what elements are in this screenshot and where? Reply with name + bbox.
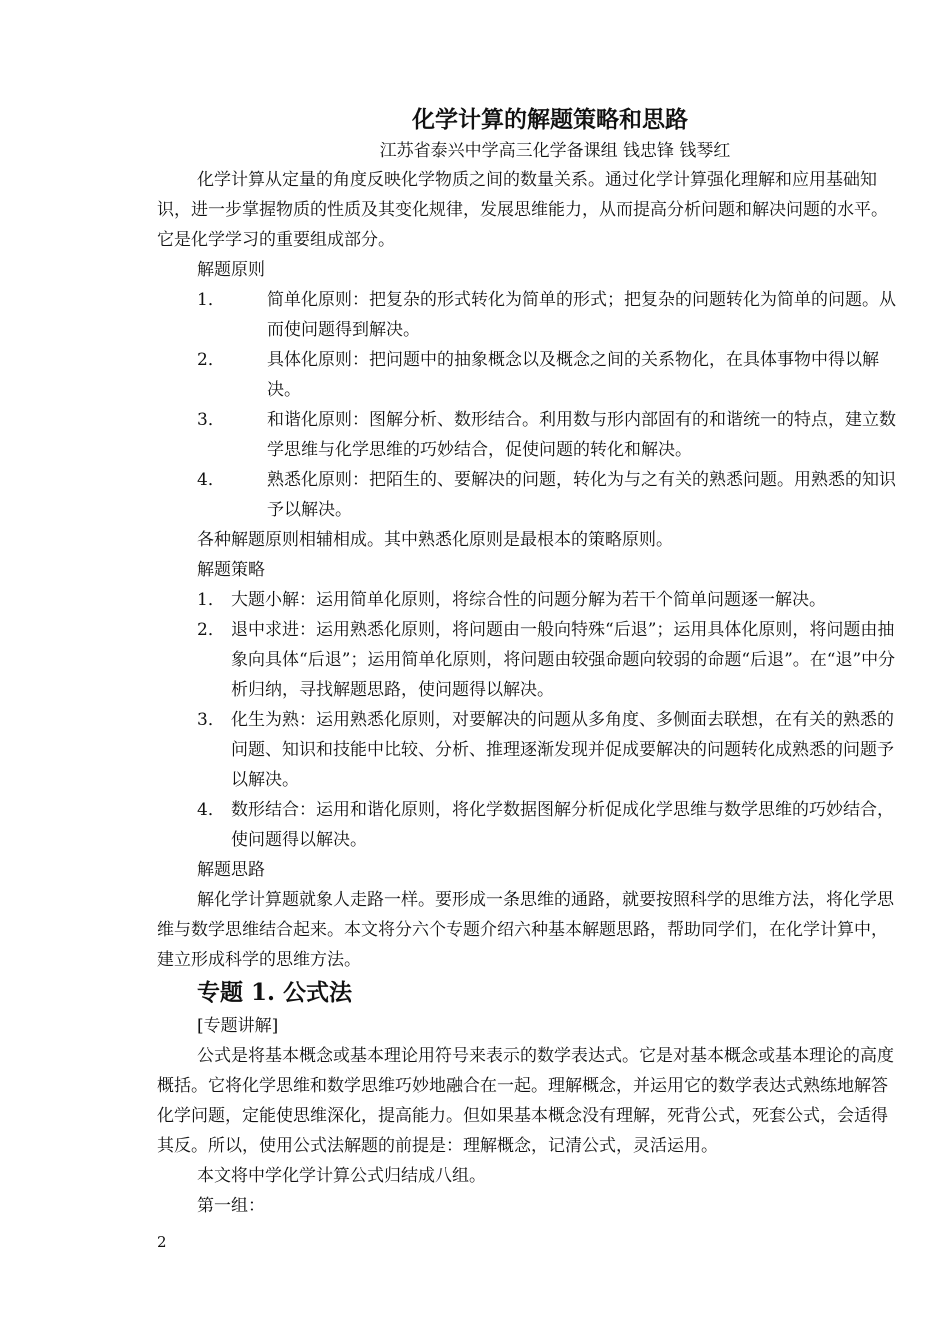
principle-text: 熟悉化原则：把陌生的、要解决的问题，转化为与之有关的熟悉问题。用熟悉的知识予以解决。 [267, 470, 896, 520]
group1-label: 第一组： [197, 1196, 265, 1216]
document-subtitle: 江苏省泰兴中学高三化学备课组 钱忠锋 钱琴红 [379, 141, 731, 161]
principle-item [157, 405, 903, 465]
strategy-text: 退中求进：运用熟悉化原则，将问题由一般向特殊“后退”；运用具体化原则，将问题由抽象向具体“后退”；运用简单化原则，将问题由较强命题向较弱的命题“后退”。在“退”中分析归纳，寻找解题思路，使问题得以解决。 [231, 620, 896, 700]
principle-item [157, 465, 903, 525]
topic1-paragraph: 公式是将基本概念或基本理论用符号来表示的数学表达式。它是对基本概念或基本理论的高度概括。它将化学思维和数学思维巧妙地融合在一起。理解概念，并运用它的数学表达式熟练地解答化学问题，定能使思维深化，提高能力。但如果基本概念没有理解，死背公式，死套公式，会适得其反。所以，使用公式法解题的前提是：理解概念，记清公式，灵活运用。 [157, 1046, 894, 1156]
principle-number: 1． [197, 290, 225, 310]
strategy-text: 数形结合：运用和谐化原则，将化学数据图解分析促成化学思维与数学思维的巧妙结合，使问题得以解决。 [231, 800, 894, 850]
strategy-number: 1． [197, 590, 225, 610]
page-number: 2 [157, 1233, 167, 1251]
principle-text: 具体化原则：把问题中的抽象概念以及概念之间的关系物化，在具体事物中得以解决。 [267, 350, 879, 400]
document-title: 化学计算的解题策略和思路 [412, 106, 688, 133]
principle-text: 简单化原则：把复杂的形式转化为简单的形式；把复杂的问题转化为简单的问题。从而使问题得到解决。 [267, 290, 896, 340]
strategy-item [157, 705, 903, 795]
principles-list [157, 285, 903, 525]
strategies-list [157, 585, 903, 855]
strategy-number: 4． [197, 800, 225, 820]
principle-text: 和谐化原则：图解分析、数形结合。利用数与形内部固有的和谐统一的特点，建立数学思维与化学思维的巧妙结合，促使问题的转化和解决。 [267, 410, 896, 460]
strategy-item [157, 615, 903, 705]
topic1-label: [专题讲解] [197, 1016, 279, 1036]
principle-number: 2． [197, 350, 225, 370]
strategy-text: 化生为熟：运用熟悉化原则，对要解决的问题从多角度、多侧面去联想，在有关的熟悉的问题、知识和技能中比较、分析、推理逐渐发现并促成要解决的问题转化成熟悉的问题予以解决。 [231, 710, 894, 790]
strategy-number: 3． [197, 710, 225, 730]
strategy-text: 大题小解：运用简单化原则，将综合性的问题分解为若干个简单问题逐一解决。 [231, 590, 826, 610]
strategy-item [157, 585, 903, 615]
topic1-heading: 专题 1. 公式法 [197, 979, 353, 1006]
principle-number: 4． [197, 470, 225, 490]
principle-item [157, 345, 903, 405]
strategy-number: 2． [197, 620, 225, 640]
strategies-heading: 解题策略 [197, 560, 265, 580]
intro-paragraph: 化学计算从定量的角度反映化学物质之间的数量关系。通过化学计算强化理解和应用基础知识，进一步掌握物质的性质及其变化规律，发展思维能力，从而提高分析问题和解决问题的水平。它是化学学习的重要组成部分。 [157, 170, 888, 250]
principle-number: 3． [197, 410, 225, 430]
topic1-groups: 本文将中学化学计算公式归结成八组。 [197, 1166, 486, 1186]
principles-summary: 各种解题原则相辅相成。其中熟悉化原则是最根本的策略原则。 [197, 530, 673, 550]
document-body [157, 103, 903, 1221]
approach-heading: 解题思路 [197, 860, 265, 880]
approach-paragraph: 解化学计算题就象人走路一样。要形成一条思维的通路，就要按照科学的思维方法，将化学思维与数学思维结合起来。本文将分六个专题介绍六种基本解题思路，帮助同学们，在化学计算中，建立形成科学的思维方法。 [157, 890, 894, 970]
principles-heading: 解题原则 [197, 260, 265, 280]
strategy-item [157, 795, 903, 855]
principle-item [157, 285, 903, 345]
